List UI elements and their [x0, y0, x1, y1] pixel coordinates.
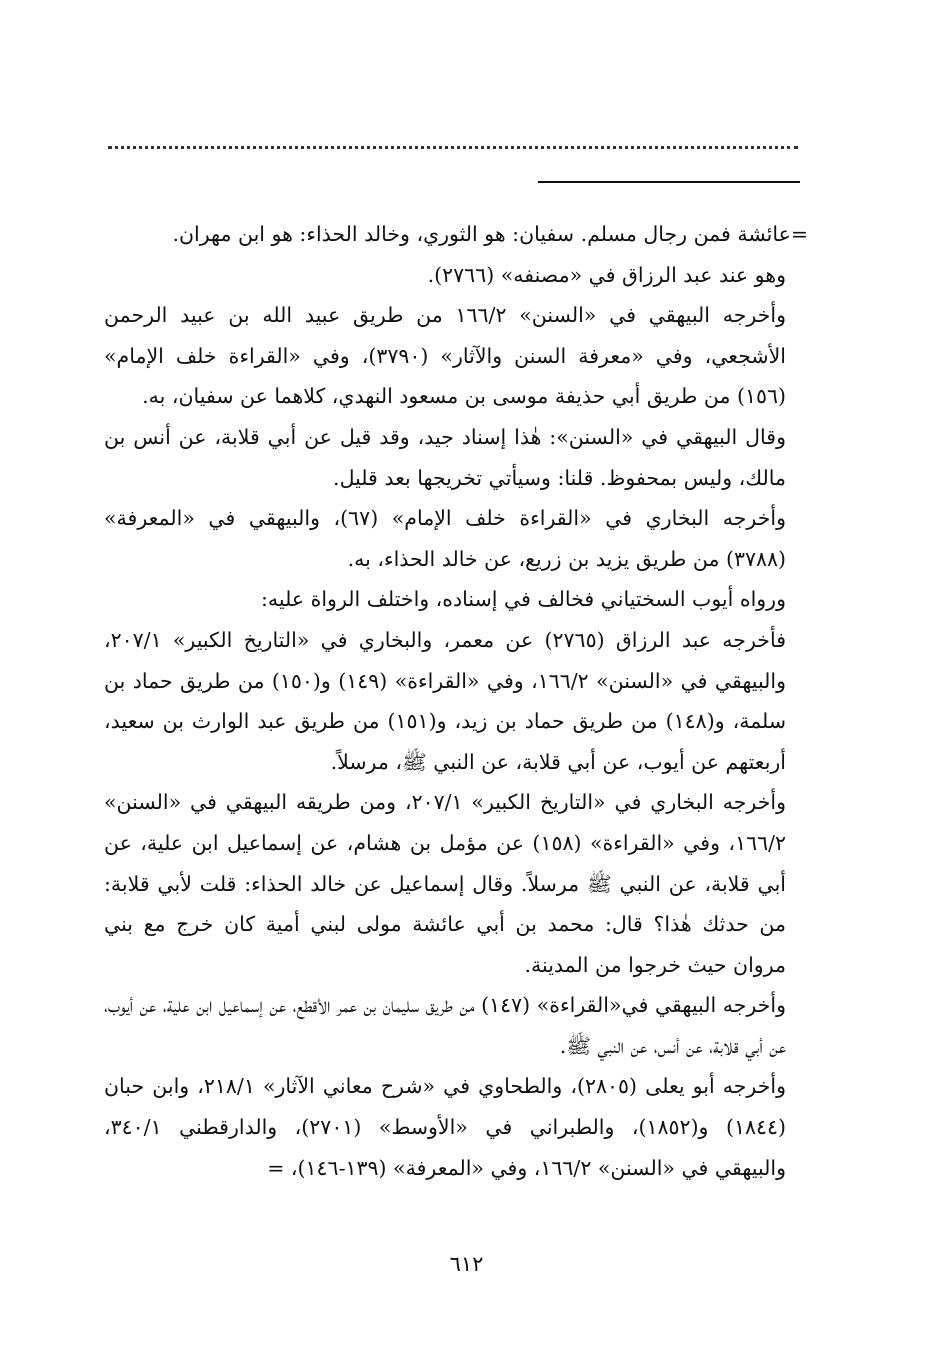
paragraph: وأخرجه البخاري في «التاريخ الكبير» ٢٠٧/١، ومن طريقه البيهقي في «السنن» ١٦٦/٢، وفي «القراءة» (١٥٨) عن مؤمل بن هشام، عن إسماعيل ابن علية، عن أبي قلابة، عن النبي ﷺ مرسلاً. وقال إسماعيل عن خالد الحذاء: قلت لأبي قلابة: من حدثك هٰذا؟ قال: محمد بن أبي عائشة مولى لبني أمية كان خرج مع بني مروان حيث خرجوا من المدينة.: [104, 790, 787, 977]
paragraph: وأخرجه البخاري في «القراءة خلف الإمام» (٦٧)، والبيهقي في «المعرفة» (٣٧٨٨) من طريق يزيد بن زريع، عن خالد الحذاء، به.: [104, 506, 786, 571]
paragraph: فأخرجه عبد الرزاق (٢٧٦٥) عن معمر، والبخاري في «التاريخ الكبير» ٢٠٧/١، والبيهقي في «السنن» ١٦٦/٢، وفي «القراءة» (١٤٩) و(١٥٠) من طريق حماد بن سلمة، و(١٤٨) من طريق حماد بن زيد، و(١٥١) من طريق عبد الوارث بن سعيد، أربعتهم عن أيوب، عن أبي قلابة، عن النبي ﷺ، مرسلاً.: [104, 627, 787, 774]
page-number: ٦١٢: [449, 1252, 484, 1276]
paragraph: وأخرجه أبو يعلى (٢٨٠٥)، والطحاوي في «شرح معاني الآثار» ٢١٨/١، وابن حبان (١٨٤٤) و(١٨٥٢)، والطبراني في «الأوسط» (٢٧٠١)، والدارقطني ٣٤٠/١، والبيهقي في «السنن» ١٦٦/٢، وفي «المعرفة» (١٣٩-١٤٦)، =: [104, 1074, 787, 1180]
dotted-separator: [108, 146, 798, 149]
footnote-text: [104, 214, 808, 1188]
paragraph: ورواه أيوب السختياني فخالف في إسناده، واختلف الرواة عليه:: [260, 587, 786, 612]
paragraph: وقال البيهقي في «السنن»: هٰذا إسناد جيد، وقد قيل عن أبي قلابة، عن أنس بن مالك، وليس بمحفوظ. قلنا: وسيأتي تخريجها بعد قليل.: [104, 424, 786, 490]
paragraph: وهو عند عبد الرزاق في «مصنفه» (٢٧٦٦).: [427, 262, 786, 287]
paragraph: وأخرجه البيهقي في «السنن» ١٦٦/٢ من طريق عبيد الله بن عبيد الرحمن الأشجعي، وفي «معرفة السنن والآثار» (٣٧٩٠)، وفي «القراءة خلف الإمام» (١٥٦) من طريق أبي حذيفة موسى بن مسعود النهدي، كلاهما عن سفيان، به.: [104, 303, 786, 409]
footnote-rule: [538, 181, 800, 183]
paragraph: وأخرجه البيهقي في«القراءة» (١٤٧) من طريق سليمان بن عمر الأقطع، عن إسماعيل ابن علية، عن أيوب، عن أبي قلابة، عن أنس، عن النبي ﷺ.: [104, 993, 786, 1058]
paragraph: =عائشة فمن رجال مسلم. سفيان: هو الثوري، وخالد الحذاء: هو ابن مهران.: [172, 222, 808, 246]
